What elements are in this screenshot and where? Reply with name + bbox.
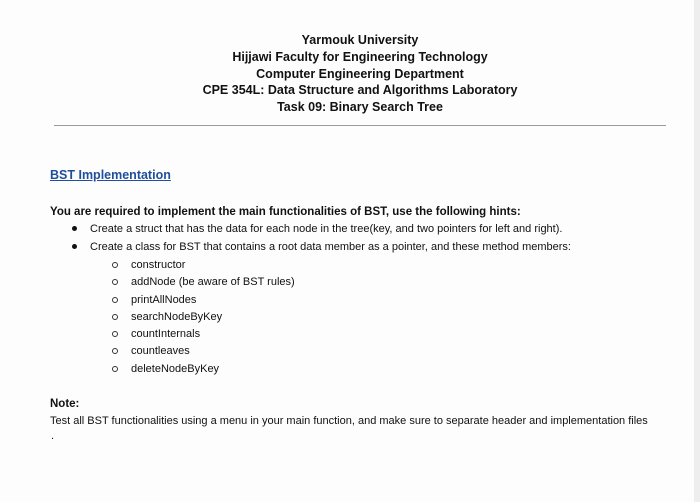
method-item (112, 344, 295, 361)
course-title: CPE 354L: Data Structure and Algorithms Laboratory (202, 83, 518, 98)
trailing-period: . (51, 430, 55, 442)
circle-bullet-icon (112, 262, 118, 268)
method-name: countleaves (131, 345, 190, 358)
circle-bullet-icon (112, 314, 118, 320)
university-name: Yarmouk University (301, 33, 419, 47)
page-edge (694, 0, 700, 502)
document-header (0, 32, 700, 116)
note-label: Note: (50, 398, 80, 410)
faculty-name: Hijjawi Faculty for Engineering Technology (232, 49, 488, 64)
method-item (112, 362, 295, 379)
hint-list (70, 222, 571, 258)
method-item (112, 310, 295, 327)
method-name: addNode (be aware of BST rules) (131, 276, 295, 289)
method-name: searchNodeByKey (131, 310, 223, 323)
department-name: Computer Engineering Department (256, 66, 464, 81)
circle-bullet-icon (112, 331, 118, 337)
method-item (112, 327, 295, 344)
hint-text: Create a struct that has the data for each node in the tree(key, and two pointers for left and right). (90, 223, 563, 235)
task-title: Task 09: Binary Search Tree (277, 100, 443, 115)
circle-bullet-icon (112, 366, 118, 372)
method-name: deleteNodeByKey (131, 362, 220, 375)
note-text: Test all BST functionalities using a menu in your main function, and make sure to separate header and implementation files (50, 415, 648, 427)
bullet-icon (72, 244, 77, 249)
instructions-intro: You are required to implement the main functionalities of BST, use the following hints: (50, 206, 521, 218)
header-divider (54, 125, 666, 126)
bullet-icon (72, 226, 77, 231)
hint-item (70, 240, 571, 258)
hint-item (70, 222, 571, 240)
method-name: printAllNodes (131, 293, 197, 306)
circle-bullet-icon (112, 348, 118, 354)
circle-bullet-icon (112, 279, 118, 285)
section-heading-link[interactable]: BST Implementation (50, 168, 171, 182)
hint-text: Create a class for BST that contains a root data member as a pointer, and these method members: (90, 241, 571, 253)
method-list (112, 258, 295, 379)
method-name: countInternals (131, 328, 201, 341)
circle-bullet-icon (112, 297, 118, 303)
method-name: constructor (131, 259, 186, 271)
method-item (112, 275, 295, 292)
method-item (112, 258, 295, 275)
method-item (112, 293, 295, 310)
